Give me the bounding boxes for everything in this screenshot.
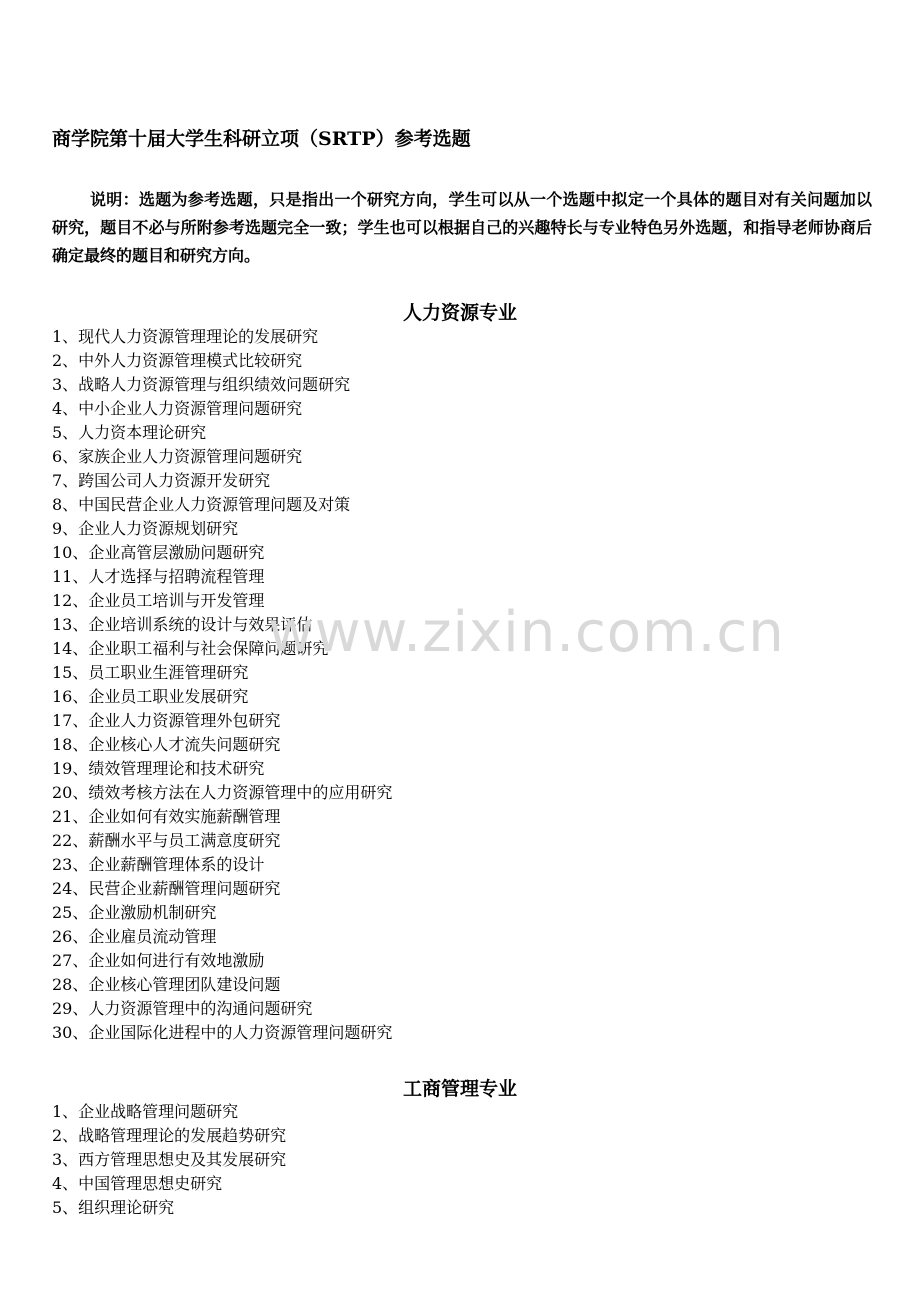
topic-list-business xyxy=(52,1100,286,1220)
topic-item: 1、现代人力资源管理理论的发展研究 xyxy=(52,327,319,346)
topic-item: 14、企业职工福利与社会保障问题研究 xyxy=(52,639,329,658)
topic-item: 5、组织理论研究 xyxy=(52,1198,175,1217)
topic-list-hr xyxy=(52,325,392,1045)
topic-item: 24、民营企业薪酬管理问题研究 xyxy=(52,879,281,898)
topic-item: 5、人力资本理论研究 xyxy=(52,423,207,442)
topic-item: 22、薪酬水平与员工满意度研究 xyxy=(52,831,281,850)
topic-item: 26、企业雇员流动管理 xyxy=(52,927,217,946)
topic-item: 2、战略管理理论的发展趋势研究 xyxy=(52,1126,287,1145)
topic-item: 18、企业核心人才流失问题研究 xyxy=(52,735,281,754)
topic-item: 10、企业高管层激励问题研究 xyxy=(52,543,265,562)
topic-item: 9、企业人力资源规划研究 xyxy=(52,519,239,538)
topic-item: 4、中国管理思想史研究 xyxy=(52,1174,223,1193)
topic-item: 28、企业核心管理团队建设问题 xyxy=(52,975,281,994)
topic-item: 17、企业人力资源管理外包研究 xyxy=(52,711,281,730)
topic-item: 23、企业薪酬管理体系的设计 xyxy=(52,855,265,874)
topic-item: 15、员工职业生涯管理研究 xyxy=(52,663,249,682)
topic-item: 20、绩效考核方法在人力资源管理中的应用研究 xyxy=(52,783,393,802)
topic-item: 25、企业激励机制研究 xyxy=(52,903,217,922)
section-heading-hr: 人力资源专业 xyxy=(402,302,517,324)
topic-item: 13、企业培训系统的设计与效果评估 xyxy=(52,615,313,634)
watermark-text: www.zixin.com.cn xyxy=(268,600,785,665)
topic-item: 4、中小企业人力资源管理问题研究 xyxy=(52,399,303,418)
topic-item: 7、跨国公司人力资源开发研究 xyxy=(52,471,271,490)
topic-item: 3、战略人力资源管理与组织绩效问题研究 xyxy=(52,375,351,394)
section-heading-business: 工商管理专业 xyxy=(402,1078,517,1100)
topic-item: 1、企业战略管理问题研究 xyxy=(52,1102,239,1121)
topic-item: 19、绩效管理理论和技术研究 xyxy=(52,759,265,778)
topic-item: 11、人才选择与招聘流程管理 xyxy=(52,567,265,586)
document-title: 商学院第十届大学生科研立项（SRTP）参考选题 xyxy=(52,128,471,150)
topic-item: 29、人力资源管理中的沟通问题研究 xyxy=(52,999,313,1018)
topic-item: 12、企业员工培训与开发管理 xyxy=(52,591,265,610)
topic-item: 2、中外人力资源管理模式比较研究 xyxy=(52,351,303,370)
topic-item: 6、家族企业人力资源管理问题研究 xyxy=(52,447,303,466)
topic-item: 27、企业如何进行有效地激励 xyxy=(52,951,265,970)
topic-item: 30、企业国际化进程中的人力资源管理问题研究 xyxy=(52,1023,393,1042)
topic-item: 16、企业员工职业发展研究 xyxy=(52,687,249,706)
topic-item: 3、西方管理思想史及其发展研究 xyxy=(52,1150,287,1169)
topic-item: 21、企业如何有效实施薪酬管理 xyxy=(52,807,281,826)
topic-item: 8、中国民营企业人力资源管理问题及对策 xyxy=(52,495,351,514)
intro-paragraph: 说明：选题为参考选题，只是指出一个研究方向，学生可以从一个选题中拟定一个具体的题目对有关问题加以研究，题目不必与所附参考选题完全一致；学生也可以根据自己的兴趣特长与专业特色另外选题，和指导老师协商后确定最终的题目和研究方向。 xyxy=(52,190,872,265)
